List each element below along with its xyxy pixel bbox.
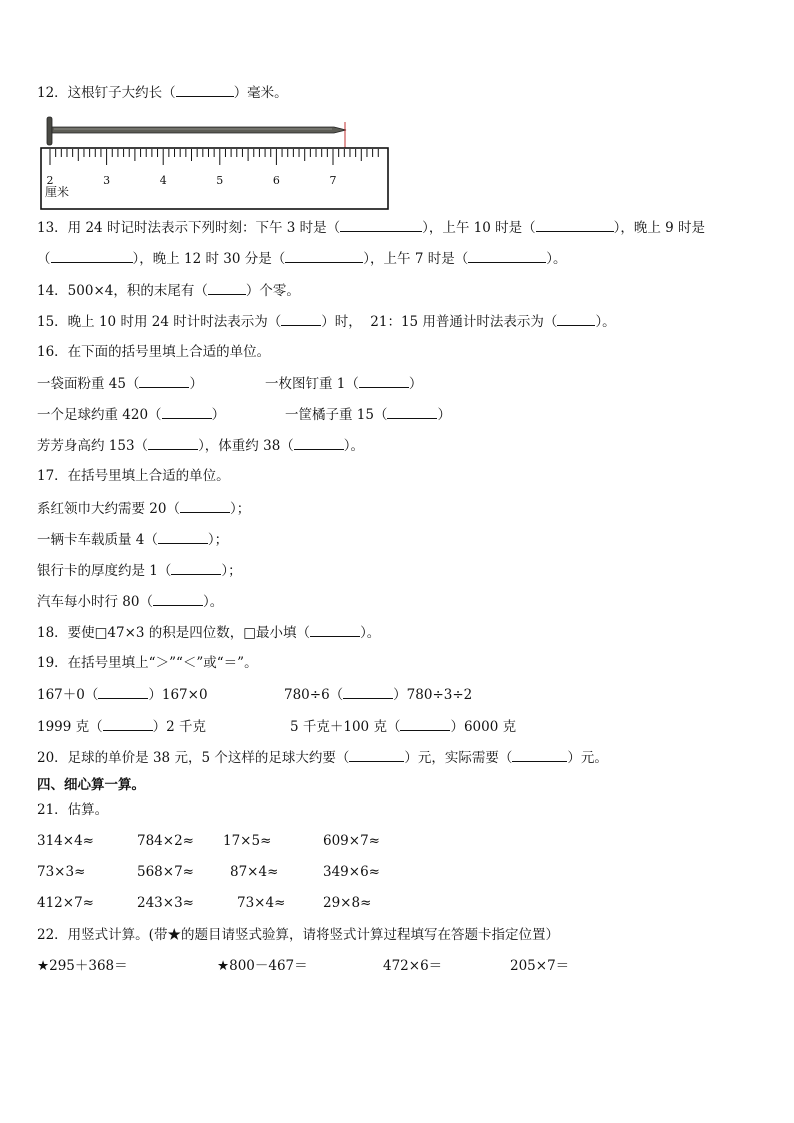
answer-blank[interactable] <box>387 405 437 419</box>
question-16d: 一筐橘子重 15（ ） <box>285 407 451 423</box>
question-19-title: 19．在括号里填上“＞”“＜”或“＝”。 <box>37 655 258 671</box>
question-22-title: 22．用竖式计算。(带★的题目请竖式验算，请将竖式计算过程填写在答题卡指定位置） <box>37 927 559 943</box>
answer-blank[interactable] <box>180 499 230 513</box>
estimate-item: 17×5≈ <box>223 833 272 849</box>
estimate-item: 87×4≈ <box>230 864 279 880</box>
question-16-title: 16．在下面的括号里填上合适的单位。 <box>37 344 271 360</box>
question-17-title: 17．在括号里填上合适的单位。 <box>37 468 230 484</box>
answer-blank[interactable] <box>51 249 133 263</box>
question-12: 12．这根钉子大约长（ ）毫米。 <box>37 85 288 101</box>
vertical-calc-item: 205×7＝ <box>510 958 570 974</box>
estimate-item: 412×7≈ <box>37 895 94 911</box>
nail-icon <box>47 117 346 145</box>
answer-blank[interactable] <box>162 405 212 419</box>
question-21-title: 21．估算。 <box>37 802 109 818</box>
question-19c: 1999 克（ ）2 千克 <box>37 719 207 735</box>
estimate-item: 784×2≈ <box>137 833 194 849</box>
question-17c: 银行卡的厚度约是 1（ ）； <box>37 563 242 579</box>
question-13: 13．用 24 时记时法表示下列时刻：下午 3 时是（ ），上午 10 时是（ ），晚上 9 时是 <box>37 220 706 236</box>
question-14: 14．500×4，积的末尾有（ ）个零。 <box>37 283 300 299</box>
answer-blank[interactable] <box>468 249 546 263</box>
estimate-item: 73×3≈ <box>37 864 86 880</box>
answer-blank[interactable] <box>340 218 422 232</box>
answer-blank[interactable] <box>103 717 153 731</box>
answer-blank[interactable] <box>98 685 148 699</box>
question-19a: 167＋0（ ）167×0 <box>37 687 208 703</box>
question-17a: 系红领巾大约需要 20（ ）； <box>37 501 251 517</box>
answer-blank[interactable] <box>349 748 404 762</box>
estimate-item: 243×3≈ <box>137 895 194 911</box>
answer-blank[interactable] <box>294 436 344 450</box>
estimate-item: 314×4≈ <box>37 833 94 849</box>
answer-blank[interactable] <box>153 592 203 606</box>
answer-blank[interactable] <box>176 83 234 97</box>
question-16b: 一枚图钉重 1（ ） <box>265 376 423 392</box>
estimate-item: 568×7≈ <box>137 864 194 880</box>
answer-blank[interactable] <box>281 312 321 326</box>
question-16e: 芳芳身高约 153（ ），体重约 38（ ）。 <box>37 438 365 454</box>
answer-blank[interactable] <box>148 436 198 450</box>
ruler-number: 6 <box>272 174 280 187</box>
vertical-calc-item: ★800－467＝ <box>217 958 308 974</box>
estimate-item: 29×8≈ <box>323 895 372 911</box>
ruler-number: 5 <box>216 174 224 187</box>
question-17d: 汽车每小时行 80（ ）。 <box>37 594 224 610</box>
question-19d: 5 千克＋100 克（ ）6000 克 <box>290 719 517 735</box>
answer-blank[interactable] <box>171 561 221 575</box>
question-20: 20．足球的单价是 38 元，5 个这样的足球大约要（ ）元，实际需要（ ）元。 <box>37 750 608 766</box>
estimate-item: 73×4≈ <box>237 895 286 911</box>
answer-blank[interactable] <box>285 249 363 263</box>
answer-blank[interactable] <box>536 218 614 232</box>
vertical-calc-item: ★295＋368＝ <box>37 958 128 974</box>
ruler-number: 3 <box>103 174 111 187</box>
answer-blank[interactable] <box>208 281 246 295</box>
ruler-number: 4 <box>159 174 167 187</box>
question-17b: 一辆卡车载质量 4（ ）； <box>37 532 229 548</box>
ruler-number: 7 <box>329 174 337 187</box>
answer-blank[interactable] <box>512 748 567 762</box>
answer-blank[interactable] <box>310 623 360 637</box>
question-13-continued: （ ），晚上 12 时 30 分是（ ），上午 7 时是（ ）。 <box>37 251 567 267</box>
ruler-with-nail-image <box>38 112 394 212</box>
question-16c: 一个足球约重 420（ ） <box>37 407 226 423</box>
answer-blank[interactable] <box>359 374 409 388</box>
question-18: 18．要使□47×3 的积是四位数，□最小填（ ）。 <box>37 625 381 641</box>
answer-blank[interactable] <box>139 374 189 388</box>
ruler-unit-label: 厘米 <box>45 185 70 199</box>
estimate-item: 609×7≈ <box>323 833 380 849</box>
ruler-number: 2 <box>46 174 54 187</box>
answer-blank[interactable] <box>557 312 595 326</box>
section-heading: 四、细心算一算。 <box>37 777 145 793</box>
answer-blank[interactable] <box>343 685 393 699</box>
question-15: 15．晚上 10 时用 24 时计时法表示为（ ）时， 21：15 用普通计时法表示为（ ）。 <box>37 314 616 330</box>
vertical-calc-item: 472×6＝ <box>383 958 443 974</box>
answer-blank[interactable] <box>158 530 208 544</box>
answer-blank[interactable] <box>400 717 450 731</box>
estimate-item: 349×6≈ <box>323 864 380 880</box>
question-16a: 一袋面粉重 45（ ） <box>37 376 203 392</box>
question-19b: 780÷6（ ）780÷3÷2 <box>284 687 473 703</box>
